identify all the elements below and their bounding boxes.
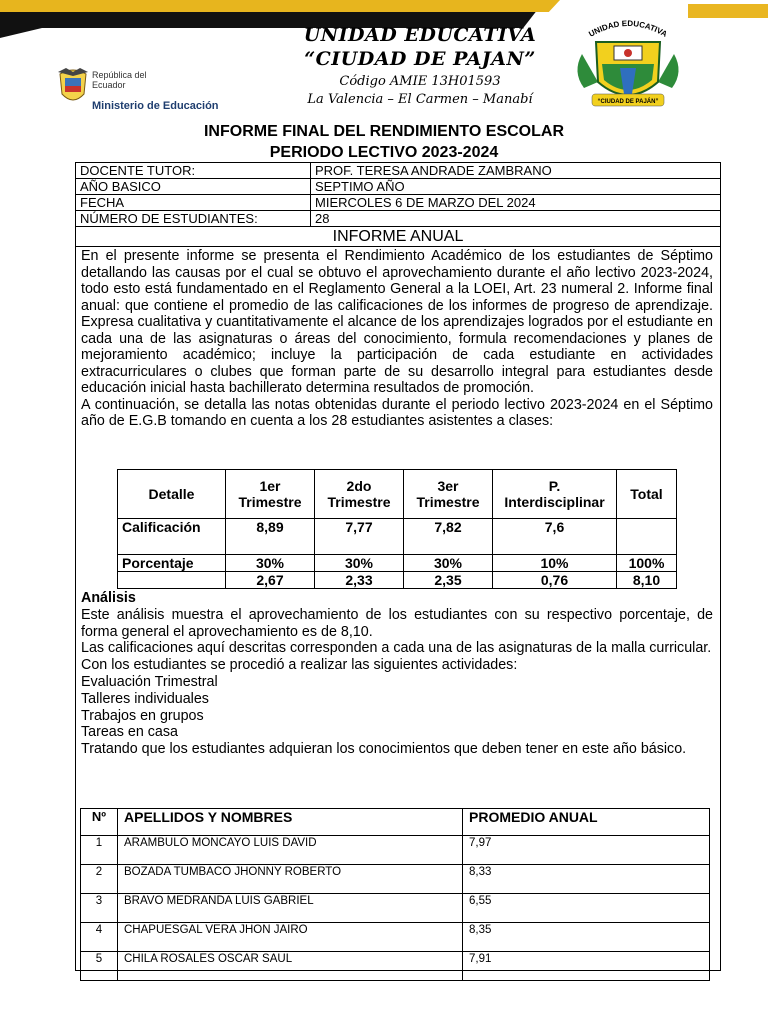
- grades-cell: 7,82: [404, 519, 493, 555]
- students-table: [80, 808, 710, 981]
- info-value: PROF. TERESA ANDRADE ZAMBRANO: [311, 163, 721, 179]
- students-header-number: Nº: [81, 809, 118, 836]
- report-title-line1: INFORME FINAL DEL RENDIMIENTO ESCOLAR: [203, 123, 564, 140]
- header-band-shadow: [0, 28, 42, 38]
- student-average: 6,55: [463, 894, 710, 923]
- grades-cell: [118, 572, 226, 589]
- grades-table: [117, 469, 677, 589]
- info-row: [76, 211, 721, 227]
- school-crest-icon: [568, 12, 688, 118]
- student-name: CHAPUESGAL VERA JHON JAIRO: [118, 923, 463, 952]
- table-row: [81, 952, 710, 981]
- info-value: SEPTIMO AÑO: [311, 179, 721, 195]
- student-number: 1: [81, 836, 118, 865]
- table-row: [81, 923, 710, 952]
- grades-cell: 0,76: [493, 572, 617, 589]
- amie-code: Código AMIE 13H01593: [339, 74, 501, 89]
- grades-cell: 2,33: [315, 572, 404, 589]
- students-header-row: [81, 809, 710, 836]
- analysis-line: Tareas en casa: [81, 724, 178, 741]
- header-band-gold: [0, 0, 560, 12]
- grades-header-cell: 3er Trimestre: [404, 470, 493, 519]
- student-name: BRAVO MEDRANDA LUIS GABRIEL: [118, 894, 463, 923]
- school-subname: “CIUDAD DE PAJAN”: [304, 48, 536, 70]
- crest-bottom-text: “CIUDAD DE PAJÁN”: [597, 99, 659, 105]
- students-header-name: APELLIDOS Y NOMBRES: [118, 809, 463, 836]
- table-row: [81, 836, 710, 865]
- analysis-line: Con los estudiantes se procedió a realizar las siguientes actividades:: [81, 657, 518, 674]
- student-average: 8,33: [463, 865, 710, 894]
- report-title-line2: PERIODO LECTIVO 2023-2024: [269, 144, 499, 161]
- annual-paragraph-2: A continuación, se detalla las notas obtenidas durante el periodo lectivo 2023-2024 en el Séptimo año de E.G.B tomando en cuenta a los 28 estudiantes asistentes a clases:: [81, 396, 713, 429]
- ministry-text: Ministerio de Educación: [92, 100, 219, 112]
- grades-cell: 2,67: [226, 572, 315, 589]
- info-key: FECHA: [76, 195, 311, 211]
- report-title: [80, 121, 688, 163]
- student-number: 5: [81, 952, 118, 981]
- info-row: [76, 179, 721, 195]
- grades-cell: Calificación: [118, 519, 226, 555]
- grades-header-cell: 2do Trimestre: [315, 470, 404, 519]
- student-name: ARAMBULO MONCAYO LUIS DAVID: [118, 836, 463, 865]
- info-row: [76, 163, 721, 179]
- student-average: 7,97: [463, 836, 710, 865]
- grades-header-cell: Detalle: [118, 470, 226, 519]
- info-value: MIERCOLES 6 DE MARZO DEL 2024: [311, 195, 721, 211]
- annual-paragraph-1: En el presente informe se presenta el Rendimiento Académico de los estudiantes de Séptimo detallando las causas por el cual se obtuvo el aprovechamiento durante el año lectivo 2023-2024, todo esto está fundamentado en el Reglamento General a la LOEI, Art. 23 numeral 2. Informe final anual: que contiene el promedio de las calificaciones de los informes de progreso de aprendizaje. Expresa cualitativa y cuantitativamente el alcance de los aprendizajes logrados por el estudiante en cada una de las asignaturas o áreas del conocimiento, formula recomendaciones y planes de mejoramiento académico; incluye la participación de cada estudiante en actividades extracurriculares o clubes que forman parte de su desarrollo integral para estudiantes desde educación inicial hasta bachillerato determina resultados de promoción.: [81, 248, 713, 396]
- analysis-line: Trabajos en grupos: [81, 707, 204, 724]
- grades-header-row: [118, 470, 677, 519]
- analysis-line: Talleres individuales: [81, 690, 209, 707]
- student-average: 7,91: [463, 952, 710, 981]
- school-location: La Valencia – El Carmen – Manabí: [307, 92, 533, 107]
- grades-row: [118, 519, 677, 555]
- grades-cell: 2,35: [404, 572, 493, 589]
- grades-cell: 7,6: [493, 519, 617, 555]
- annual-body: [81, 248, 713, 430]
- header-band-right: [688, 4, 768, 18]
- info-value: 28: [311, 211, 721, 227]
- student-number: 4: [81, 923, 118, 952]
- republic-text: República del Ecuador: [92, 70, 147, 90]
- grades-cell: 10%: [493, 555, 617, 572]
- analysis-line: Las calificaciones aquí descritas corresponden a cada una de las asignaturas de la malla curricular.: [81, 640, 712, 657]
- grades-cell: Porcentaje: [118, 555, 226, 572]
- info-row: [76, 195, 721, 211]
- ecuador-shield-icon: [56, 66, 90, 106]
- info-key: NÚMERO DE ESTUDIANTES:: [76, 211, 311, 227]
- table-row: [81, 865, 710, 894]
- grades-row: [118, 572, 677, 589]
- student-name: CHILA ROSALES OSCAR SAUL: [118, 952, 463, 981]
- grades-cell: 30%: [315, 555, 404, 572]
- analysis-title: Análisis: [81, 590, 136, 606]
- grades-cell: 30%: [226, 555, 315, 572]
- svg-text:UNIDAD EDUCATIVA: [587, 19, 669, 39]
- info-key: DOCENTE TUTOR:: [76, 163, 311, 179]
- student-average: 8,35: [463, 923, 710, 952]
- grades-header-cell: Total: [617, 470, 677, 519]
- student-number: 2: [81, 865, 118, 894]
- grades-cell: 100%: [617, 555, 677, 572]
- analysis-section: [81, 590, 713, 758]
- info-key: AÑO BASICO: [76, 179, 311, 195]
- analysis-line: Este análisis muestra el aprovechamiento de los estudiantes con su respectivo porcentaje, de forma general el aprovechamiento es de 8,10.: [81, 606, 713, 640]
- grades-cell: 7,77: [315, 519, 404, 555]
- grades-cell: 8,89: [226, 519, 315, 555]
- crest-top-text: UNIDAD EDUCATIVA: [587, 18, 669, 39]
- analysis-line: Tratando que los estudiantes adquieran los conocimientos que deben tener en este año básico.: [81, 741, 687, 758]
- table-row: [81, 894, 710, 923]
- annual-heading: INFORME ANUAL: [76, 227, 720, 247]
- analysis-line: Evaluación Trimestral: [81, 673, 218, 690]
- grades-header-cell: 1er Trimestre: [226, 470, 315, 519]
- grades-cell: [617, 519, 677, 555]
- grades-cell: 8,10: [617, 572, 677, 589]
- grades-row: [118, 555, 677, 572]
- school-name: UNIDAD EDUCATIVA: [303, 24, 537, 46]
- grades-cell: 30%: [404, 555, 493, 572]
- students-header-average: PROMEDIO ANUAL: [463, 809, 710, 836]
- student-number: 3: [81, 894, 118, 923]
- info-table: [75, 162, 721, 227]
- student-name: BOZADA TUMBACO JHONNY ROBERTO: [118, 865, 463, 894]
- grades-header-cell: P. Interdisciplinar: [493, 470, 617, 519]
